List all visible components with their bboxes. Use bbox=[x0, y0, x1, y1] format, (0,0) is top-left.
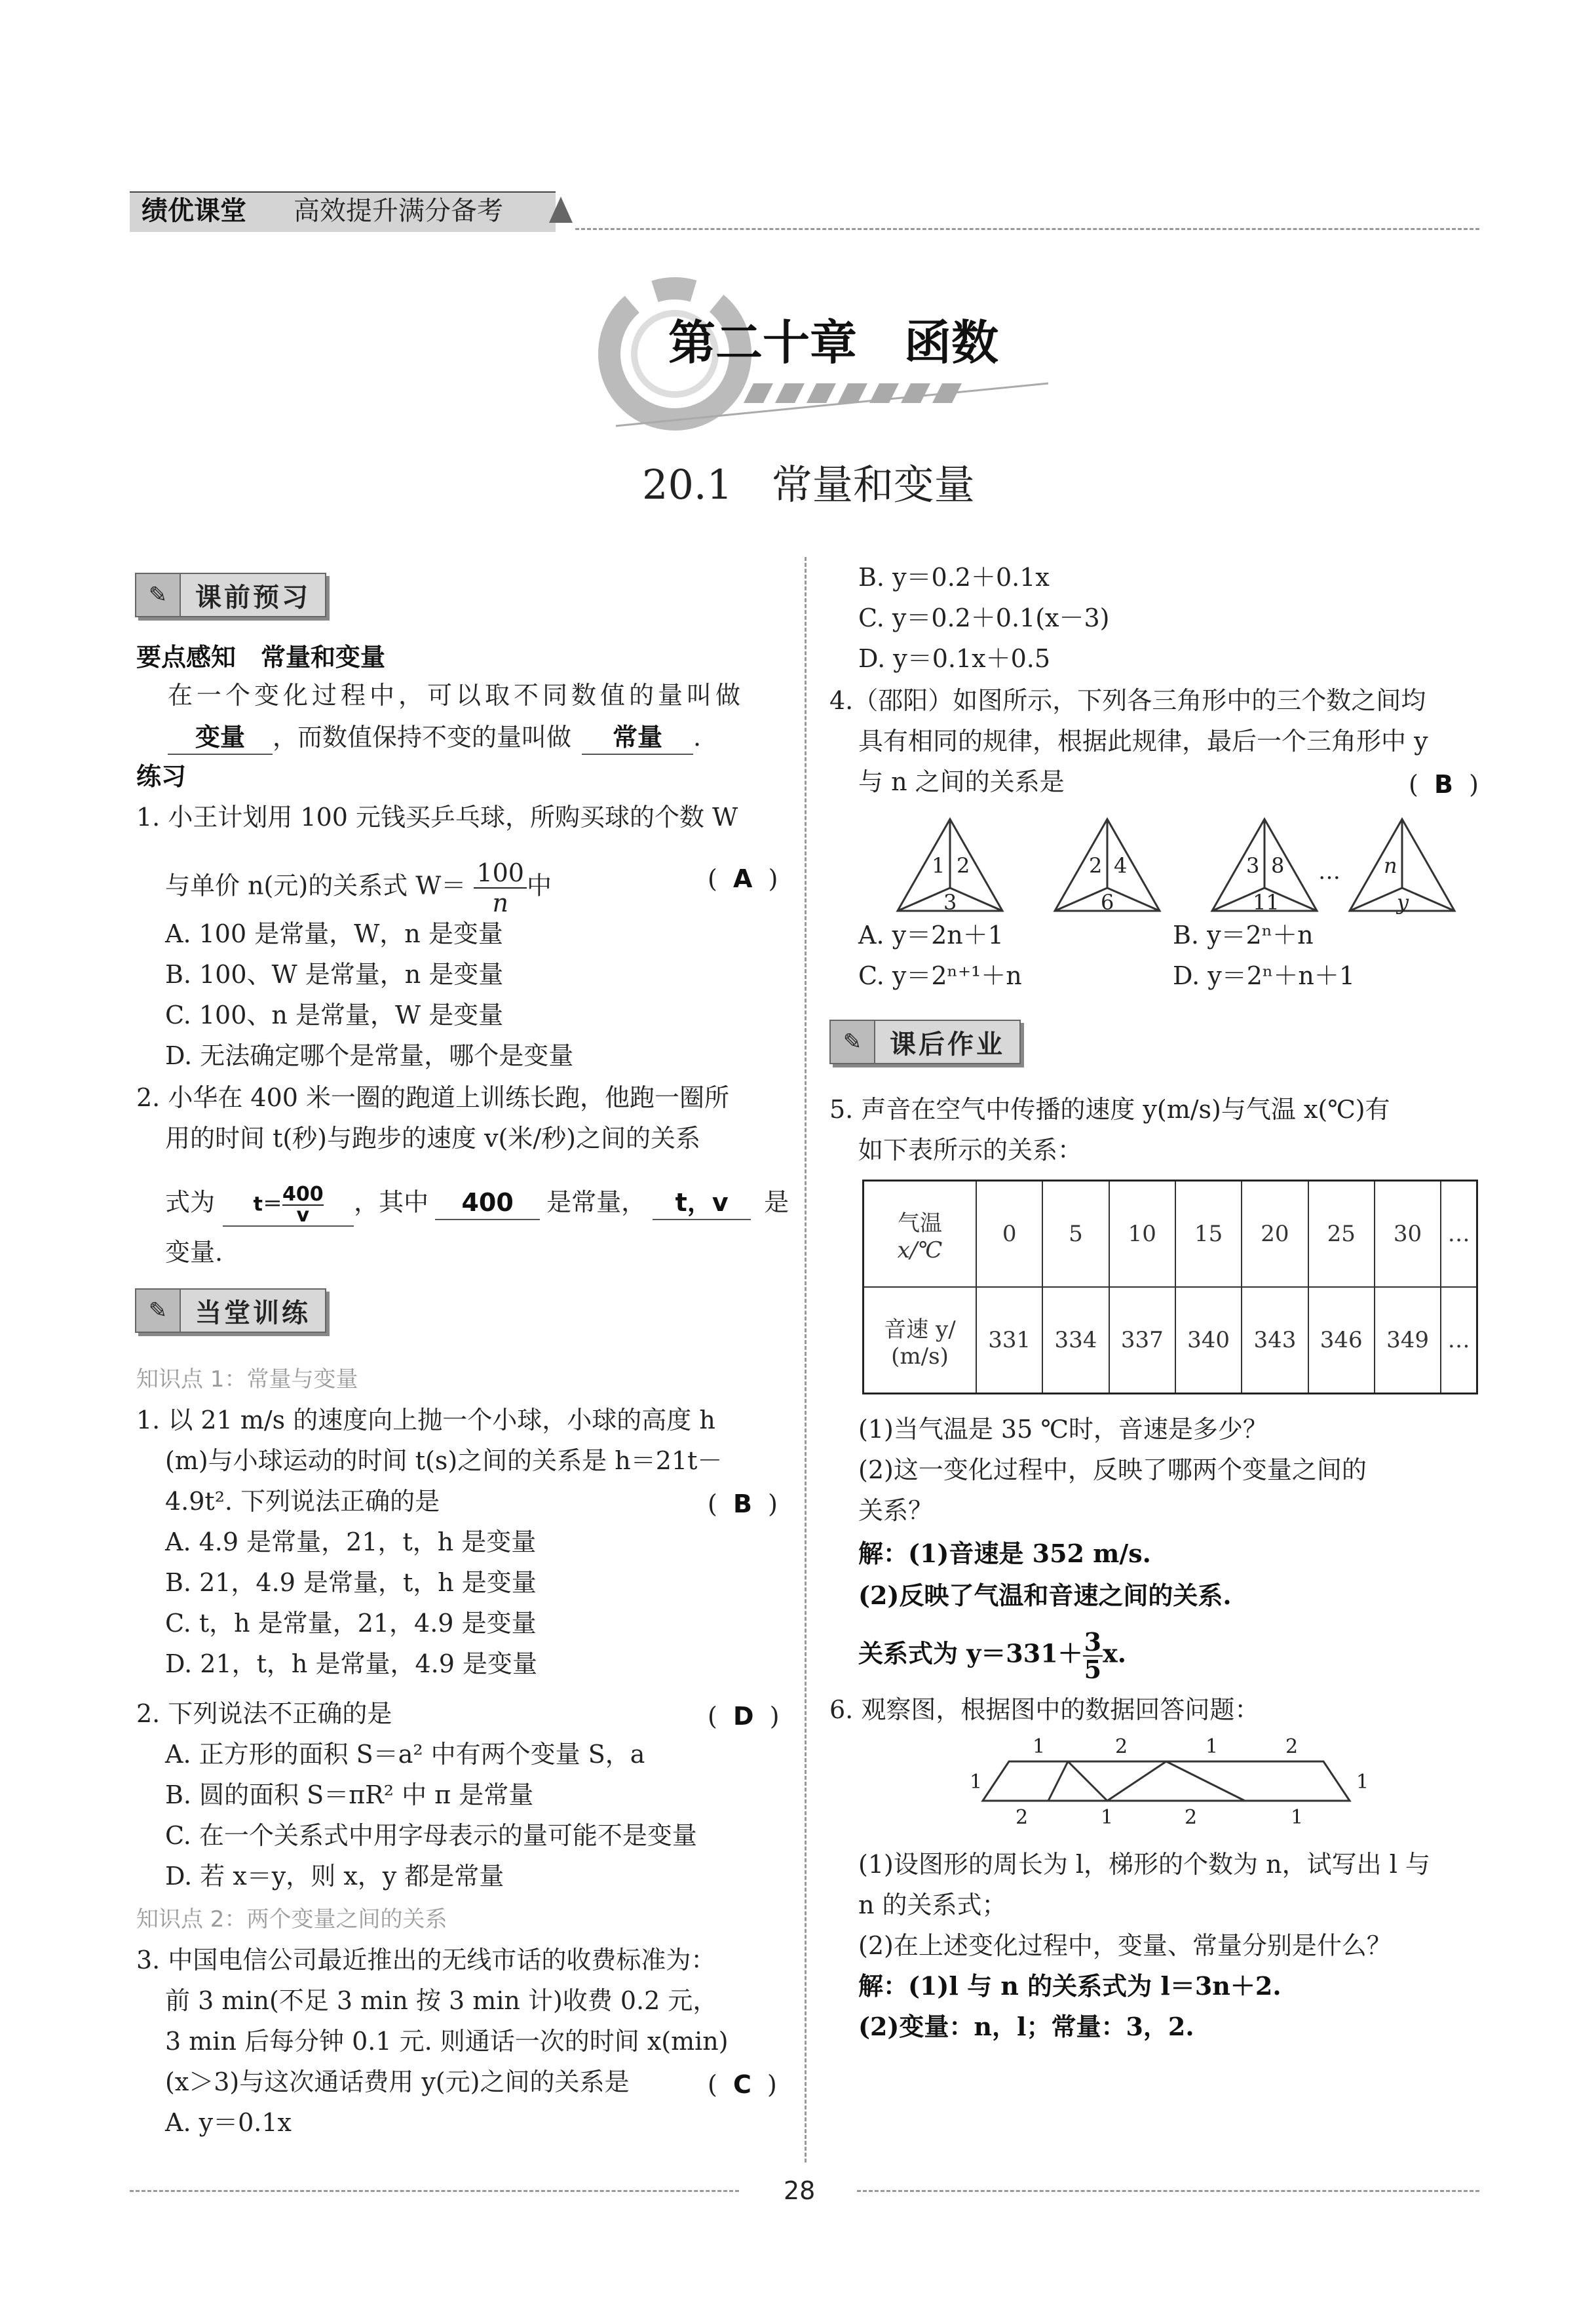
speed-table bbox=[862, 1180, 1478, 1394]
practice-label: 练习 bbox=[136, 762, 187, 791]
table-cell: 331 bbox=[976, 1287, 1042, 1394]
class-q2-option-d: D. 若 x＝y，则 x，y 都是常量 bbox=[165, 1862, 504, 1891]
footer-rule-left bbox=[130, 2190, 739, 2192]
section-header-class: ✎ 当堂训练 bbox=[135, 1288, 326, 1333]
class-q4-option-c: C. y＝2ⁿ⁺¹＋n bbox=[858, 961, 1022, 990]
answer-bracket: ( B ) bbox=[708, 1489, 778, 1518]
trap-bottom-3: 2 bbox=[1185, 1806, 1198, 1829]
tri1-c: 3 bbox=[943, 890, 957, 915]
table-cell: 10 bbox=[1109, 1181, 1175, 1288]
key-point-line2: 变量 ，而数值保持不变的量叫做 常量 . bbox=[168, 721, 701, 755]
class-q1-option-b: B. 21，4.9 是常量，t，h 是变量 bbox=[165, 1568, 537, 1597]
table-row-header: 音速 y/ (m/s) bbox=[864, 1287, 977, 1394]
trap-bottom-2: 1 bbox=[1101, 1806, 1114, 1829]
class-q3-option-b: B. y＝0.2＋0.1x bbox=[858, 563, 1050, 592]
table-cell: … bbox=[1441, 1287, 1477, 1394]
section-number: 20.1 bbox=[642, 461, 733, 509]
table-cell: 349 bbox=[1375, 1287, 1441, 1394]
trap-top-2: 2 bbox=[1115, 1735, 1128, 1758]
answer-bracket: ( B ) bbox=[1409, 770, 1479, 799]
chapter-title: 第二十章 函数 bbox=[668, 315, 999, 370]
tri4-a: n bbox=[1384, 853, 1397, 878]
answer-blank: 400 bbox=[435, 1186, 540, 1220]
table-row bbox=[864, 1181, 1477, 1288]
section-header-preview: ✎ 课前预习 bbox=[135, 573, 326, 617]
class-q1-option-c: C. t，h 是常量，21，4.9 是变量 bbox=[165, 1609, 537, 1638]
trap-top-1: 1 bbox=[1033, 1735, 1046, 1758]
question-1-option-b: B. 100、W 是常量，n 是变量 bbox=[165, 960, 504, 989]
hw-q5-line2: 如下表所示的关系： bbox=[858, 1136, 1083, 1164]
hw-q6-sub1: (1)设图形的周长为 l，梯形的个数为 n，试写出 l 与 bbox=[858, 1850, 1430, 1879]
table-cell: 346 bbox=[1308, 1287, 1375, 1394]
triangle-marker-icon bbox=[549, 197, 573, 223]
trap-bottom-1: 2 bbox=[1016, 1806, 1029, 1829]
section-title bbox=[642, 459, 975, 511]
tri2-a: 2 bbox=[1089, 853, 1103, 878]
pencil-paper-icon: ✎ bbox=[136, 574, 181, 616]
answer-bracket: ( D ) bbox=[708, 1702, 780, 1731]
hw-q6-solution-2: (2)变量：n，l；常量：3，2. bbox=[858, 2012, 1194, 2041]
table-cell: 334 bbox=[1042, 1287, 1109, 1394]
question-2-line3: 式为 t＝ $\frac{400}{v}$ ，其中 400 是常量， t，v 是 bbox=[165, 1183, 789, 1227]
table-cell: 340 bbox=[1175, 1287, 1242, 1394]
answer-bracket: ( A ) bbox=[708, 864, 778, 893]
hw-q5-solution-3: 关系式为 y＝331＋ $\frac{3}{5}$ x. bbox=[858, 1627, 1126, 1684]
header-slogan: 高效提升满分备考 bbox=[294, 196, 503, 226]
pencil-paper-icon: ✎ bbox=[136, 1290, 181, 1332]
class-q3-line3: 3 min 后每分钟 0.1 元. 则通话一次的时间 x(min) bbox=[165, 2027, 729, 2056]
table-cell: 337 bbox=[1109, 1287, 1175, 1394]
question-1-option-c: C. 100、n 是常量，W 是变量 bbox=[165, 1001, 504, 1029]
tri2-c: 6 bbox=[1101, 890, 1114, 915]
question-1-option-d: D. 无法确定哪个是常量，哪个是变量 bbox=[165, 1041, 574, 1070]
answer-bracket: ( C ) bbox=[708, 2070, 777, 2099]
table-cell: 30 bbox=[1375, 1181, 1441, 1288]
class-q4-option-a: A. y＝2n＋1 bbox=[858, 921, 1004, 950]
trap-left: 1 bbox=[970, 1771, 983, 1794]
class-q3-option-d: D. y＝0.1x＋0.5 bbox=[858, 644, 1051, 673]
table-cell: 5 bbox=[1042, 1181, 1109, 1288]
section-header-homework: ✎ 课后作业 bbox=[829, 1020, 1021, 1064]
class-q3-line1: 3. 中国电信公司最近推出的无线市话的收费标准为： bbox=[136, 1946, 716, 1974]
class-q3-line4: (x＞3)与这次通话费用 y(元)之间的关系是 bbox=[165, 2067, 630, 2096]
trap-top-4: 2 bbox=[1285, 1735, 1299, 1758]
knowledge-point-2: 知识点 2：两个变量之间的关系 bbox=[136, 1906, 447, 1932]
answer-blank: 常量 bbox=[582, 721, 693, 755]
table-cell: 25 bbox=[1308, 1181, 1375, 1288]
trap-right: 1 bbox=[1356, 1771, 1369, 1794]
triangles-svg bbox=[891, 813, 1468, 917]
page-header bbox=[130, 191, 1479, 231]
tri1-a: 1 bbox=[932, 853, 945, 878]
hw-q5-sub2: (2)这一变化过程中，反映了哪两个变量之间的 bbox=[858, 1455, 1367, 1484]
section-name: 常量和变量 bbox=[771, 461, 975, 509]
knowledge-point-1: 知识点 1：常量与变量 bbox=[136, 1366, 358, 1393]
header-brand: 绩优课堂 bbox=[142, 196, 246, 226]
column-divider bbox=[805, 557, 807, 2162]
class-q1-line3: 4.9t². 下列说法正确的是 bbox=[165, 1487, 440, 1516]
table-row-header: 气温 x/℃ bbox=[864, 1181, 977, 1288]
table-cell: 20 bbox=[1242, 1181, 1308, 1288]
class-q4-line3: 与 n 之间的关系是 bbox=[858, 767, 1065, 796]
hw-q6-sub1-cont: n 的关系式； bbox=[858, 1891, 1007, 1919]
hw-q6-solution-1: 解：(1)l 与 n 的关系式为 l＝3n＋2. bbox=[858, 1971, 1282, 2001]
trap-bottom-4: 1 bbox=[1291, 1806, 1304, 1829]
question-2-line4: 变量. bbox=[165, 1238, 223, 1267]
class-q2-option-b: B. 圆的面积 S＝πR² 中 π 是常量 bbox=[165, 1780, 534, 1809]
hw-q5-sub2-cont: 关系？ bbox=[858, 1496, 934, 1525]
class-q2-line1: 2. 下列说法不正确的是 bbox=[136, 1699, 392, 1728]
table-cell: 0 bbox=[976, 1181, 1042, 1288]
key-point-title: 要点感知 常量和变量 bbox=[136, 643, 386, 672]
hw-q5-solution-1: 解：(1)音速是 352 m/s. bbox=[858, 1539, 1151, 1568]
class-q1-line2: (m)与小球运动的时间 t(s)之间的关系是 h＝21t－ bbox=[165, 1446, 723, 1475]
class-q1-option-d: D. 21，t，h 是常量，4.9 是变量 bbox=[165, 1649, 537, 1678]
pencil-paper-icon: ✎ bbox=[831, 1021, 875, 1063]
hw-q6-line1: 6. 观察图，根据图中的数据回答问题： bbox=[829, 1695, 1260, 1724]
question-1-option-a: A. 100 是常量，W，n 是变量 bbox=[165, 919, 503, 948]
class-q4-line2: 具有相同的规律，根据此规律，最后一个三角形中 y bbox=[858, 727, 1428, 756]
table-cell: … bbox=[1441, 1181, 1477, 1288]
class-q3-option-a: A. y＝0.1x bbox=[165, 2108, 292, 2137]
question-2-line2: 用的时间 t(秒)与跑步的速度 v(米/秒)之间的关系 bbox=[165, 1124, 701, 1153]
class-q4-option-d: D. y＝2ⁿ＋n＋1 bbox=[1173, 961, 1356, 990]
tri2-b: 4 bbox=[1114, 853, 1128, 878]
triangles-figure bbox=[891, 813, 1468, 917]
key-point-line1: 在一个变化过程中，可以取不同数值的量叫做 bbox=[168, 681, 745, 710]
question-1-line1: 1. 小王计划用 100 元钱买乒乓球，所购买球的个数 W bbox=[136, 803, 738, 832]
tri3-c: 11 bbox=[1253, 890, 1280, 915]
hw-q5-sub1: (1)当气温是 35 ℃时，音速是多少？ bbox=[858, 1415, 1268, 1444]
footer-rule-right bbox=[857, 2190, 1479, 2192]
class-q4-line1: 4.（邵阳）如图所示，下列各三角形中的三个数之间均 bbox=[829, 686, 1426, 715]
tri3-a: 3 bbox=[1246, 853, 1260, 878]
tri3-b: 8 bbox=[1271, 853, 1285, 878]
fraction: $\frac{100}{n}$ bbox=[474, 858, 527, 917]
table-cell: 15 bbox=[1175, 1181, 1242, 1288]
class-q1-option-a: A. 4.9 是常量，21，t，h 是变量 bbox=[165, 1528, 537, 1556]
question-2-line1: 2. 小华在 400 米一圈的跑道上训练长跑，他跑一圈所 bbox=[136, 1083, 730, 1112]
answer-blank: t＝ $\frac{400}{v}$ bbox=[223, 1185, 354, 1227]
hw-q5-line1: 5. 声音在空气中传播的速度 y(m/s)与气温 x(℃)有 bbox=[829, 1095, 1390, 1124]
trap-top-3: 1 bbox=[1206, 1735, 1219, 1758]
class-q2-option-c: C. 在一个关系式中用字母表示的量可能不是变量 bbox=[165, 1821, 697, 1850]
answer-blank: t，v bbox=[653, 1186, 751, 1220]
question-1-line2: 与单价 n(元)的关系式 W＝ $\frac{100}{n}$ 中 bbox=[165, 858, 552, 917]
table-cell: 343 bbox=[1242, 1287, 1308, 1394]
tri1-b: 2 bbox=[957, 853, 970, 878]
tri4-c: y bbox=[1397, 890, 1409, 915]
trapezoid-figure bbox=[970, 1735, 1389, 1834]
header-rule bbox=[575, 228, 1479, 230]
table-row bbox=[864, 1287, 1477, 1394]
class-q4-option-b: B. y＝2ⁿ＋n bbox=[1173, 921, 1314, 950]
tri-ellipsis: … bbox=[1318, 858, 1340, 885]
hw-q5-solution-2: (2)反映了气温和音速之间的关系. bbox=[858, 1581, 1232, 1610]
class-q2-option-a: A. 正方形的面积 S＝a² 中有两个变量 S，a bbox=[165, 1740, 645, 1769]
answer-blank: 变量 bbox=[168, 721, 273, 755]
class-q3-option-c: C. y＝0.2＋0.1(x－3) bbox=[858, 604, 1110, 632]
class-q1-line1: 1. 以 21 m/s 的速度向上抛一个小球，小球的高度 h bbox=[136, 1406, 715, 1434]
class-q3-line2: 前 3 min(不足 3 min 按 3 min 计)收费 0.2 元， bbox=[165, 1986, 718, 2015]
page-number: 28 bbox=[784, 2176, 816, 2205]
hw-q6-sub2: (2)在上述变化过程中，变量、常量分别是什么？ bbox=[858, 1931, 1392, 1960]
